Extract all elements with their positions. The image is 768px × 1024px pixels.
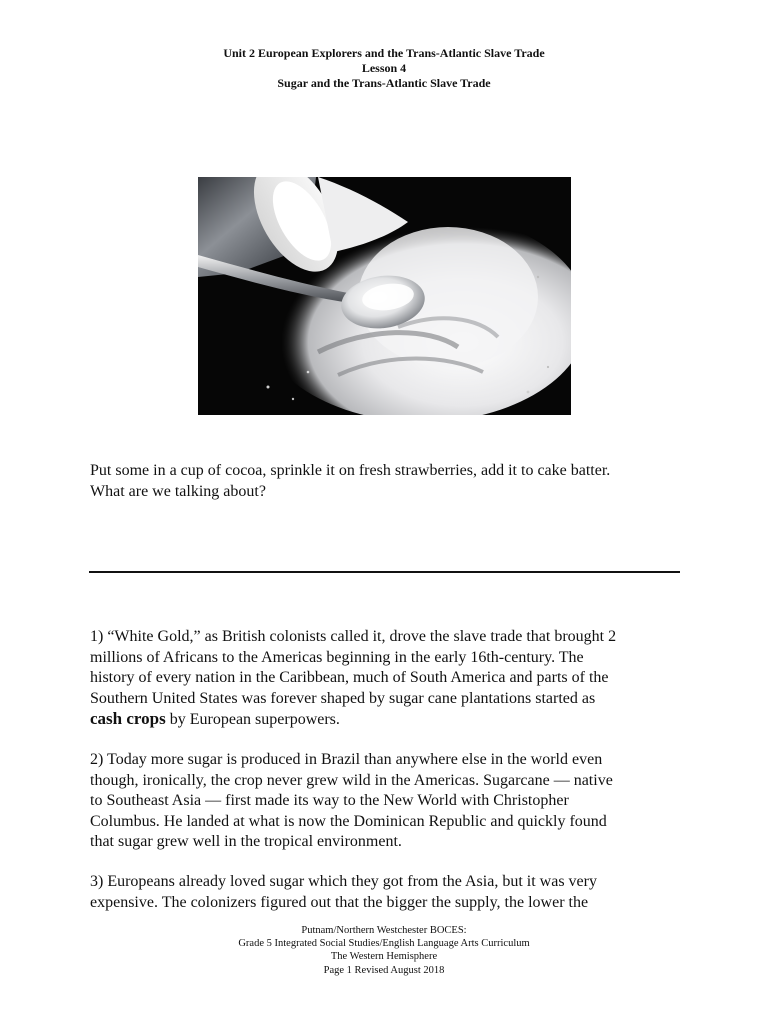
paragraph-line: 3) Europeans already loved sugar which they got from the Asia, but it was very (90, 873, 597, 890)
paragraph-3 (90, 872, 690, 913)
lesson-number: Lesson 4 (361, 61, 407, 75)
sugar-photo (198, 177, 571, 415)
paragraph-line: 1) “White Gold,” as British colonists called it, drove the slave trade that brought 2 (90, 628, 617, 645)
paragraph-line: expensive. The colonizers figured out that the bigger the supply, the lower the (90, 893, 589, 911)
cash-crops-term: cash crops (90, 709, 166, 728)
answer-line (89, 571, 680, 573)
lesson-title: Sugar and the Trans-Atlantic Slave Trade (277, 76, 491, 90)
footer-line: Putnam/Northern Westchester BOCES: (301, 925, 467, 936)
paragraph-line: history of every nation in the Caribbean, much of South America and parts of the (90, 669, 609, 686)
intro-question (90, 460, 690, 502)
footer-line: Page 1 Revised August 2018 (323, 964, 445, 976)
paragraph-1 (90, 627, 690, 731)
unit-title: Unit 2 European Explorers and the Trans-Atlantic Slave Trade (223, 46, 545, 60)
paragraph-line (90, 709, 690, 731)
document-header (0, 46, 768, 91)
paragraph-line: Columbus. He landed at what is now the Dominican Republic and quickly found (90, 812, 607, 830)
paragraph-line: though, ironically, the crop never grew wild in the Americas. Sugarcane — native (90, 771, 613, 789)
paragraph-line: to Southeast Asia — first made its way to the New World with Christopher (90, 792, 569, 809)
paragraph-line: that sugar grew well in the tropical environment. (90, 833, 402, 850)
paragraph-line: Southern United States was forever shaped by sugar cane plantations started as (90, 689, 596, 707)
document-footer (0, 924, 768, 977)
paragraph-2 (90, 750, 690, 853)
paragraph-line: 2) Today more sugar is produced in Brazil than anywhere else in the world even (90, 751, 603, 768)
intro-line: Put some in a cup of cocoa, sprinkle it on fresh strawberries, add it to cake batter. (90, 462, 611, 479)
paragraph-line-rest: by European superpowers. (165, 711, 340, 728)
footer-line: The Western Hemisphere (330, 951, 438, 963)
intro-line: What are we talking about? (90, 483, 266, 500)
paragraph-line: millions of Africans to the Americas beginning in the early 16th-century. The (90, 648, 584, 666)
footer-line: Grade 5 Integrated Social Studies/English Language Arts Curriculum (238, 938, 530, 950)
